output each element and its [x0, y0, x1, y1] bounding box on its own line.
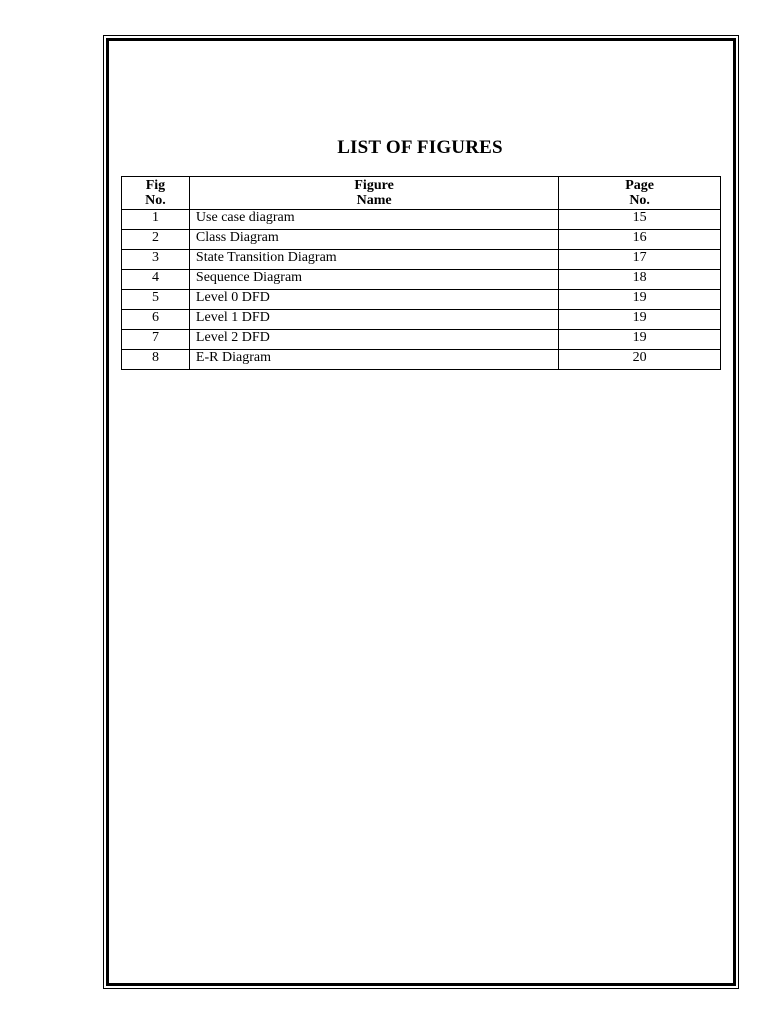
- table-row: [122, 330, 721, 350]
- table-row: [122, 270, 721, 290]
- page-number: 17: [559, 250, 721, 270]
- figure-name: Sequence Diagram: [189, 270, 558, 290]
- page-number: 19: [559, 330, 721, 350]
- page-number: 19: [559, 310, 721, 330]
- header-fig-no-line-1: Fig: [145, 178, 166, 193]
- table-row: [122, 350, 721, 370]
- figure-name: Level 2 DFD: [189, 330, 558, 350]
- fig-number: 1: [122, 210, 190, 230]
- page-number: 20: [559, 350, 721, 370]
- figure-name: Level 0 DFD: [189, 290, 558, 310]
- figure-name: State Transition Diagram: [189, 250, 558, 270]
- page-number: 19: [559, 290, 721, 310]
- table-row: [122, 230, 721, 250]
- figures-table: [121, 176, 721, 370]
- fig-number: 6: [122, 310, 190, 330]
- page-title: LIST OF FIGURES: [337, 137, 503, 158]
- table-row: [122, 290, 721, 310]
- fig-number: 5: [122, 290, 190, 310]
- table-header-row: [122, 177, 721, 210]
- fig-number: 4: [122, 270, 190, 290]
- header-figure-name-line-1: Figure: [354, 178, 394, 193]
- header-figure-name-line-2: Name: [356, 193, 392, 208]
- figure-name: Class Diagram: [189, 230, 558, 250]
- page-number: 15: [559, 210, 721, 230]
- fig-number: 7: [122, 330, 190, 350]
- fig-number: 2: [122, 230, 190, 250]
- table-row: [122, 310, 721, 330]
- table-row: [122, 210, 721, 230]
- page-number: 16: [559, 230, 721, 250]
- header-page-no-line-1: Page: [625, 178, 654, 193]
- fig-number: 3: [122, 250, 190, 270]
- header-fig-no: [122, 177, 190, 210]
- header-page-no: [559, 177, 721, 210]
- table-row: [122, 250, 721, 270]
- fig-number: 8: [122, 350, 190, 370]
- header-figure-name: [189, 177, 558, 210]
- header-fig-no-line-2: No.: [145, 193, 166, 208]
- header-page-no-line-2: No.: [629, 193, 650, 208]
- figure-name: Level 1 DFD: [189, 310, 558, 330]
- figure-name: Use case diagram: [189, 210, 558, 230]
- figure-name: E-R Diagram: [189, 350, 558, 370]
- page-number: 18: [559, 270, 721, 290]
